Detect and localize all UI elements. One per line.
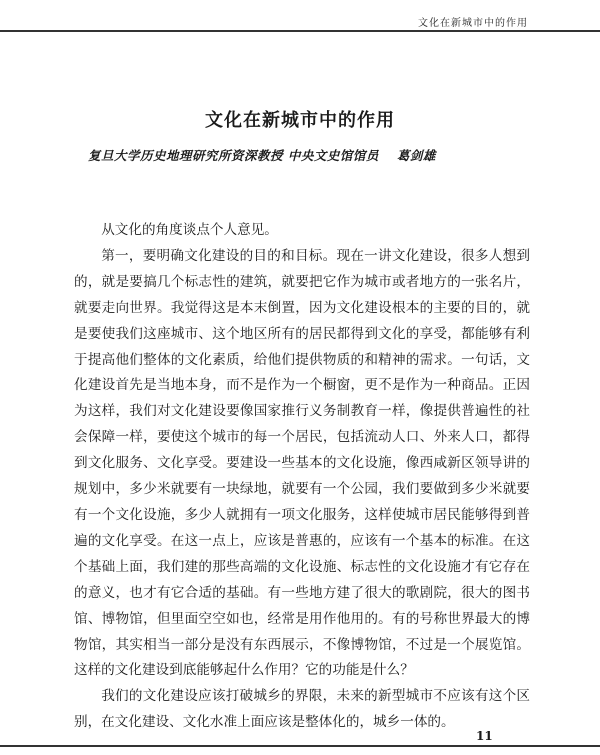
page-number: 11 [476, 729, 493, 743]
article-title: 文化在新城市中的作用 [205, 110, 395, 131]
author-name: 葛剑雄 [396, 148, 436, 163]
byline [88, 146, 558, 164]
paragraph: 从文化的角度谈点个人意见。 [101, 222, 278, 238]
paragraph: 我们的文化建设应该打破城乡的界限，未来的新型城市不应该有这个区别，在文化建设、文化水准上面应该是整体化的，城乡一体的。 [74, 688, 530, 731]
running-header: 文化在新城市中的作用 [418, 18, 528, 29]
paragraph: 第一，要明确文化建设的目的和目标。现在一讲文化建设，很多人想到的，就是要搞几个标志性的建筑，就要把它作为城市或者地方的一张名片，就要走向世界。我觉得这是本末倒置，因为文化建设根本的主要的目的，就是要使我们这座城市、这个地区所有的居民都得到文化的享受，都能够有利于提高他们整体的文化素质，给他们提供物质的和精神的需求。一句话，文化建设首先是当地本身，而不是作为一个橱窗，更不是作为一种商品。正因为这样，我们对文化建设要像国家推行义务制教育一样，像提供普遍性的社会保障一样，要使这个城市的每一个居民，包括流动人口、外来人口，都得到文化服务、文化享受。要建设一些基本的文化设施，像西咸新区领导讲的规划中，多少米就要有一块绿地，就要有一个公园，我们要做到多少米就要有一个文化设施，多少人就拥有一项文化服务，这样使城市居民能够得到普遍的文化享受。在这一点上，应该是普惠的，应该有一个基本的标准。在这个基础上面，我们建的那些高端的文化设施、标志性的文化设施才有它存在的意义，也才有它合适的基础。有一些地方建了很大的歌剧院，很大的图书馆、博物馆，但里面空空如也，经常是用作他用的。有的号称世界最大的博物馆，其实相当一部分是没有东西展示，不像博物馆，不过是一个展览馆。这样的文化建设到底能够起什么作用？它的功能是什么？ [74, 247, 530, 679]
article-body [74, 218, 530, 736]
author-affiliation: 复旦大学历史地理研究所资深教授 中央文史馆馆员 [88, 148, 379, 163]
footer-rule [0, 745, 600, 747]
header-rule [0, 30, 600, 32]
